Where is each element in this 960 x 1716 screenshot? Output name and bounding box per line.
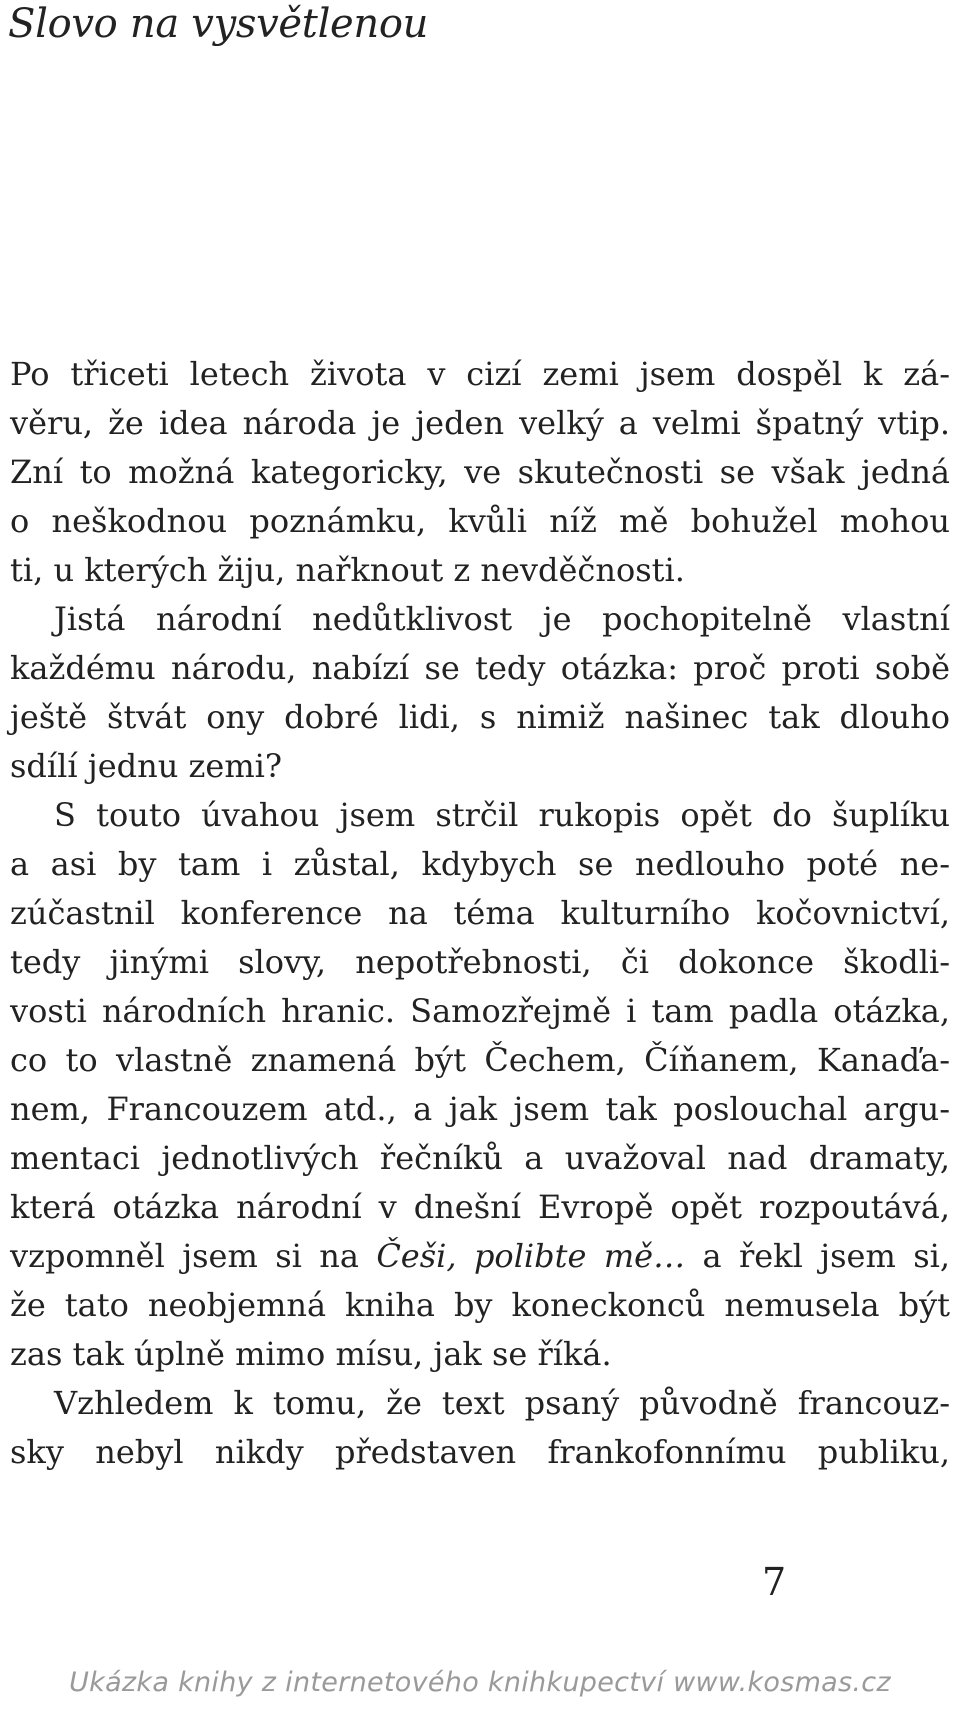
text-segment: vzpomněl jsem si na — [10, 1237, 377, 1275]
text-line: nem, Francouzem atd., a jak jsem tak poslouchal argu- — [10, 1090, 950, 1128]
paragraph-start-line: Jistá národní nedůtklivost je pochopitelně vlastní — [54, 600, 950, 638]
text-line: zúčastnil konference na téma kulturního kočovnictví, — [10, 894, 950, 932]
text-line: o neškodnou poznámku, kvůli níž mě bohužel mohou — [10, 502, 950, 540]
text-line: sky nebyl nikdy představen frankofonnímu publiku, — [10, 1433, 950, 1471]
text-line-with-title — [10, 1232, 950, 1281]
text-line: Po třiceti letech života v cizí zemi jsem dospěl k zá- — [10, 355, 950, 393]
text-line: mentaci jednotlivých řečníků a uvažoval nad dramaty, — [10, 1139, 950, 1177]
text-line: a asi by tam i zůstal, kdybych se nedlouho poté ne- — [10, 845, 950, 883]
page-number: 7 — [762, 1560, 787, 1604]
text-line: Zní to možná kategoricky, ve skutečnosti se však jedná — [10, 453, 950, 491]
text-line: každému národu, nabízí se tedy otázka: proč proti sobě — [10, 649, 950, 687]
text-line: že tato neobjemná kniha by koneckonců nemusela být — [10, 1286, 950, 1324]
paragraph-start-line: Vzhledem k tomu, že text psaný původně francouz- — [54, 1384, 950, 1422]
text-line: vosti národních hranic. Samozřejmě i tam padla otázka, — [10, 992, 950, 1030]
text-line: věru, že idea národa je jeden velký a velmi špatný vtip. — [10, 404, 950, 442]
text-line: sdílí jednu zemi? — [10, 747, 283, 785]
text-line: tedy jinými slovy, nepotřebnosti, či dokonce škodli- — [10, 943, 950, 981]
book-title-italic: Češi, polibte mě… — [376, 1237, 686, 1275]
watermark-footer: Ukázka knihy z internetového knihkupectví www.kosmas.cz — [69, 1667, 891, 1698]
paragraph-start-line: S touto úvahou jsem strčil rukopis opět do šuplíku — [54, 796, 950, 834]
text-line: zas tak úplně mimo mísu, jak se říká. — [10, 1335, 612, 1373]
text-segment: a řekl jsem si, — [685, 1237, 951, 1275]
chapter-title: Slovo na vysvětlenou — [8, 1, 429, 47]
body-text — [10, 350, 950, 1477]
text-line: ještě štvát ony dobré lidi, s nimiž našinec tak dlouho — [10, 698, 950, 736]
text-line: co to vlastně znamená být Čechem, Číňanem, Kanaďa- — [10, 1041, 950, 1079]
text-line: která otázka národní v dnešní Evropě opět rozpoutává, — [10, 1188, 950, 1226]
text-line: ti, u kterých žiju, nařknout z nevděčnosti. — [10, 551, 685, 589]
